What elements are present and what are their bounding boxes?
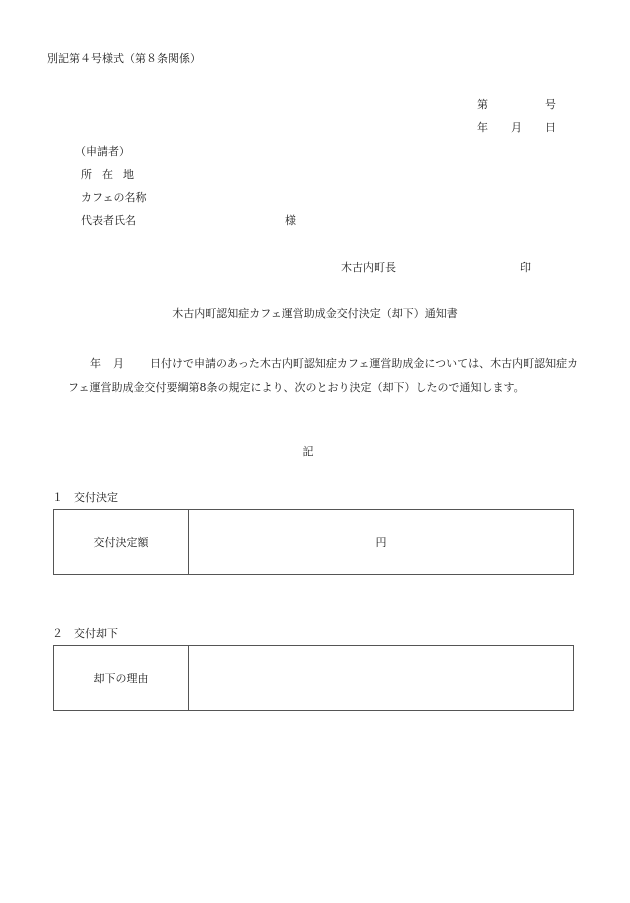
body-month: 月 [113, 357, 124, 370]
body-paragraph [68, 352, 580, 400]
document-title: 木古内町認知症カフェ運営助成金交付決定（却下）通知書 [172, 307, 458, 320]
body-text: 日付けで申請のあった木古内町認知症カフェ運営助成金については、木古内町認知症カフェ運営助成金交付要綱第8条の規定により、次のとおり決定（却下）したので通知します。 [68, 357, 579, 394]
grant-amount-label: 交付決定額 [54, 510, 189, 575]
address-label: 所在地 [81, 168, 144, 181]
grant-decision-table [53, 509, 574, 575]
issuer-name: 木古内町長 [341, 261, 396, 274]
seal-mark: 印 [520, 261, 531, 274]
table-row [54, 646, 574, 711]
rejection-reason-label: 却下の理由 [54, 646, 189, 711]
document-number-suffix: 号 [545, 98, 556, 111]
ki-marker: 記 [302, 445, 314, 458]
applicant-heading: （申請者） [75, 145, 130, 158]
body-year: 年 [90, 357, 101, 370]
rejection-table [53, 645, 574, 711]
rejection-reason-value [189, 646, 574, 711]
table-row [54, 510, 574, 575]
section-2-heading: ２ 交付却下 [52, 627, 118, 640]
date-year: 年 [477, 121, 488, 134]
document-number-label: 第 [477, 98, 488, 111]
honorific: 様 [285, 214, 296, 227]
grant-amount-value: 円 [189, 510, 574, 575]
cafe-name-label: カフェの名称 [81, 191, 147, 204]
representative-label: 代表者氏名 [81, 214, 136, 227]
form-number: 別記第４号様式（第８条関係） [47, 52, 201, 65]
date-month: 月 [511, 121, 522, 134]
date-day: 日 [545, 121, 556, 134]
section-1-heading: １ 交付決定 [52, 491, 118, 504]
